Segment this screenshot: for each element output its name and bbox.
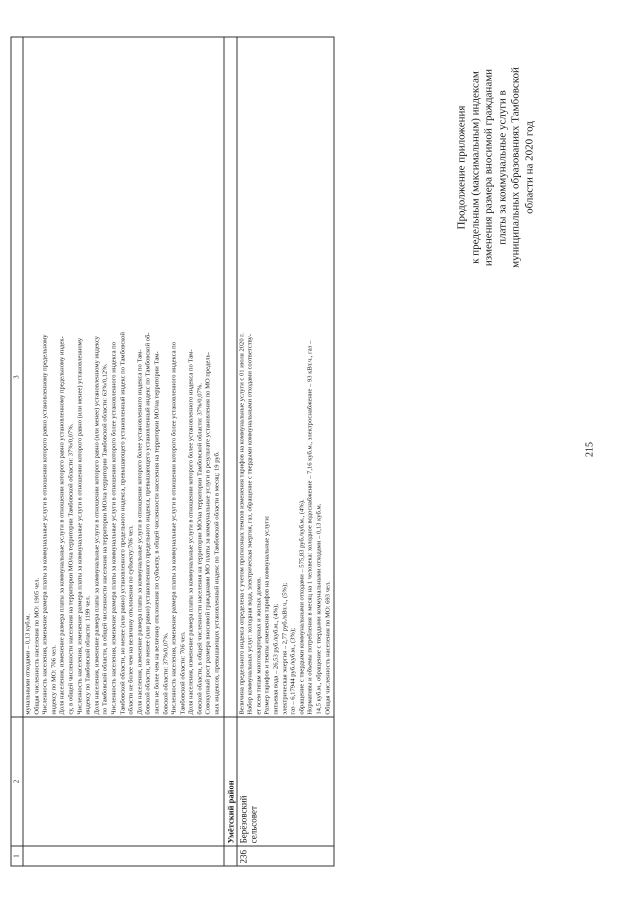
text-line: Размер тарифов и темпы изменения тарифов на коммунальные услуги: [263,515,271,715]
number-cell [224,846,237,866]
description-cell [23,37,224,717]
number-cell [23,846,224,866]
text-line: по Тамбовской области, в общей численности населения на территории МО/на территории Тамбовской области: 63%/0,12%. [101,363,109,715]
text-line: бовской области: 37%/0,07%. [162,632,169,715]
text-line: ласти не более чем на величину отклонения по субъекту, в общей численности населения на территории МО/на территории Там- [153,351,161,715]
text-line: Доля населения, изменение размера платы за коммунальные услуги в отношении которого более установленного индекса по Там- [136,349,144,715]
text-line: питьевая вода – 26,53 руб./куб.м., (4%); [272,603,280,715]
entry-name-line: Берёзовский [238,795,249,844]
text-line: бовской области, но менее (или равно) установленного предельного индекса, превышающего установленный индекс по Тамбовской об- [144,332,152,715]
text-line: Нормативы и объемы потребления в месяц на 1 человека: холодное водоснабжение – 7,16 куб.м., электроснабжение – 93 кВт.ч., газ – [306,340,314,715]
text-line: Тамбовской области: 706 чел. [179,631,187,715]
text-line: газ – 6,17944 руб./куб.м., (3%); [289,628,297,715]
text-line: электрическая энергия – 2,77 руб./кВт.ч., (5%); [281,582,289,715]
header-cell: 3 [11,37,23,717]
text-line: Общая численность населения по МО: 693 чел. [324,581,332,715]
text-line: области не более чем на величину отклонения по субъекту:706 чел. [127,525,135,715]
text-line: индексу по Тамбовской области: 1199 чел. [84,595,92,715]
text-line: обращение с твердыми коммунальными отходами – 575,83 руб./куб.м., (4%). [298,499,306,715]
header-cell: 2 [11,717,23,846]
text-line: бовской области, в общей численности населения на территории МО/на территории Тамбовской области: 37%/0,07%. [196,383,204,715]
table-header-row [11,37,23,866]
header-cell: 1 [11,846,23,866]
table-row [237,37,335,866]
text-line: ет всем типам многоквартирных и жилых домов. [255,577,263,715]
text-line: Доля населения, изменение размера платы за коммунальные услуги в отношении которого равно (или менее) установленному индексу [93,336,101,715]
text-line: Совокупный рост размера вносимой гражданами МО платы за коммунальные услуги в результате установления по МО предель- [204,352,212,715]
text-line: Численность населения, изменение размера платы за коммунальные услуги в отношении которого более установленного индекса по [110,341,118,715]
text-line: Общая численность населения по МО: 1905 чел. [33,577,41,715]
text-line: Доля населения, изменение размера платы за коммунальные услуги в отношении которого более установленного индекса по Там- [187,349,195,715]
appendix-title-line: платы за коммунальные услуги в [496,90,509,245]
table-row-continued [23,37,224,866]
text-line: Доля населения, изменение размера платы за коммунальные услуги в отношении которого равно установленному предельному индек- [58,336,66,715]
index-table [11,37,335,867]
appendix-title-line: муниципальных образованиях Тамбовской [509,67,522,268]
name-cell [23,717,224,846]
entry-name-line: сельсовет [248,806,259,844]
entry-name [237,717,335,846]
district-row [224,37,237,866]
text-line: Набор коммунальных услуг: холодная вода, электрическая энергия, газ, обращение с твердыми коммунальными отходами соответству- [246,334,254,715]
appendix-title-line: изменения размера вносимой гражданами [482,68,495,267]
text-line: Тамбовской области, но менее (или равно) установленного предельного индекса, превышающего установленный индекс по Тамбовской [119,332,127,715]
district-name: Умётский район [224,717,237,846]
text-line: Численность населения, изменение размера платы за коммунальные услуги в отношении которого более установленного индекса по [170,341,178,715]
appendix-title-line: Продолжение приложения [455,105,468,230]
appendix-title [456,23,538,313]
text-line: Величина предельного индекса определена с учетом прогнозных темпов изменения тарифов на коммунальные услуги с 01 июля 2020 г. [238,333,246,715]
appendix-title-line: к предельным (максимальным) индексам [469,71,482,264]
text-line: Численность населения, изменение размера платы за коммунальные услуги в отношении которого равно установленному предельному [41,334,49,715]
description-cell [224,37,237,717]
text-line: 14,5 куб.м., обращение с твердыми коммунальными отходами – 0,13 куб.м. [315,503,323,715]
text-line: су, в общей численности населения на территории МО/на территории Тамбовской области: 37%/0,07%. [67,423,75,715]
text-line: мунальными отходами – 0,13 куб.м. [24,613,32,715]
text-line: Численность населения, изменение размера платы за коммунальные услуги в отношении которого равно (или менее) установленному [76,337,84,715]
description-cell [237,37,335,717]
text-line: индексу по МО: 706 чел. [50,645,58,715]
text-line: ных индексов, превышающих установленный индекс по Тамбовской области в месяц: 19 руб. [213,451,221,715]
appendix-title-line: области на 2020 год [523,121,536,214]
page-number: 215 [584,442,596,457]
entry-number: 236 [237,846,335,866]
rotated-document-sheet [1,0,640,905]
